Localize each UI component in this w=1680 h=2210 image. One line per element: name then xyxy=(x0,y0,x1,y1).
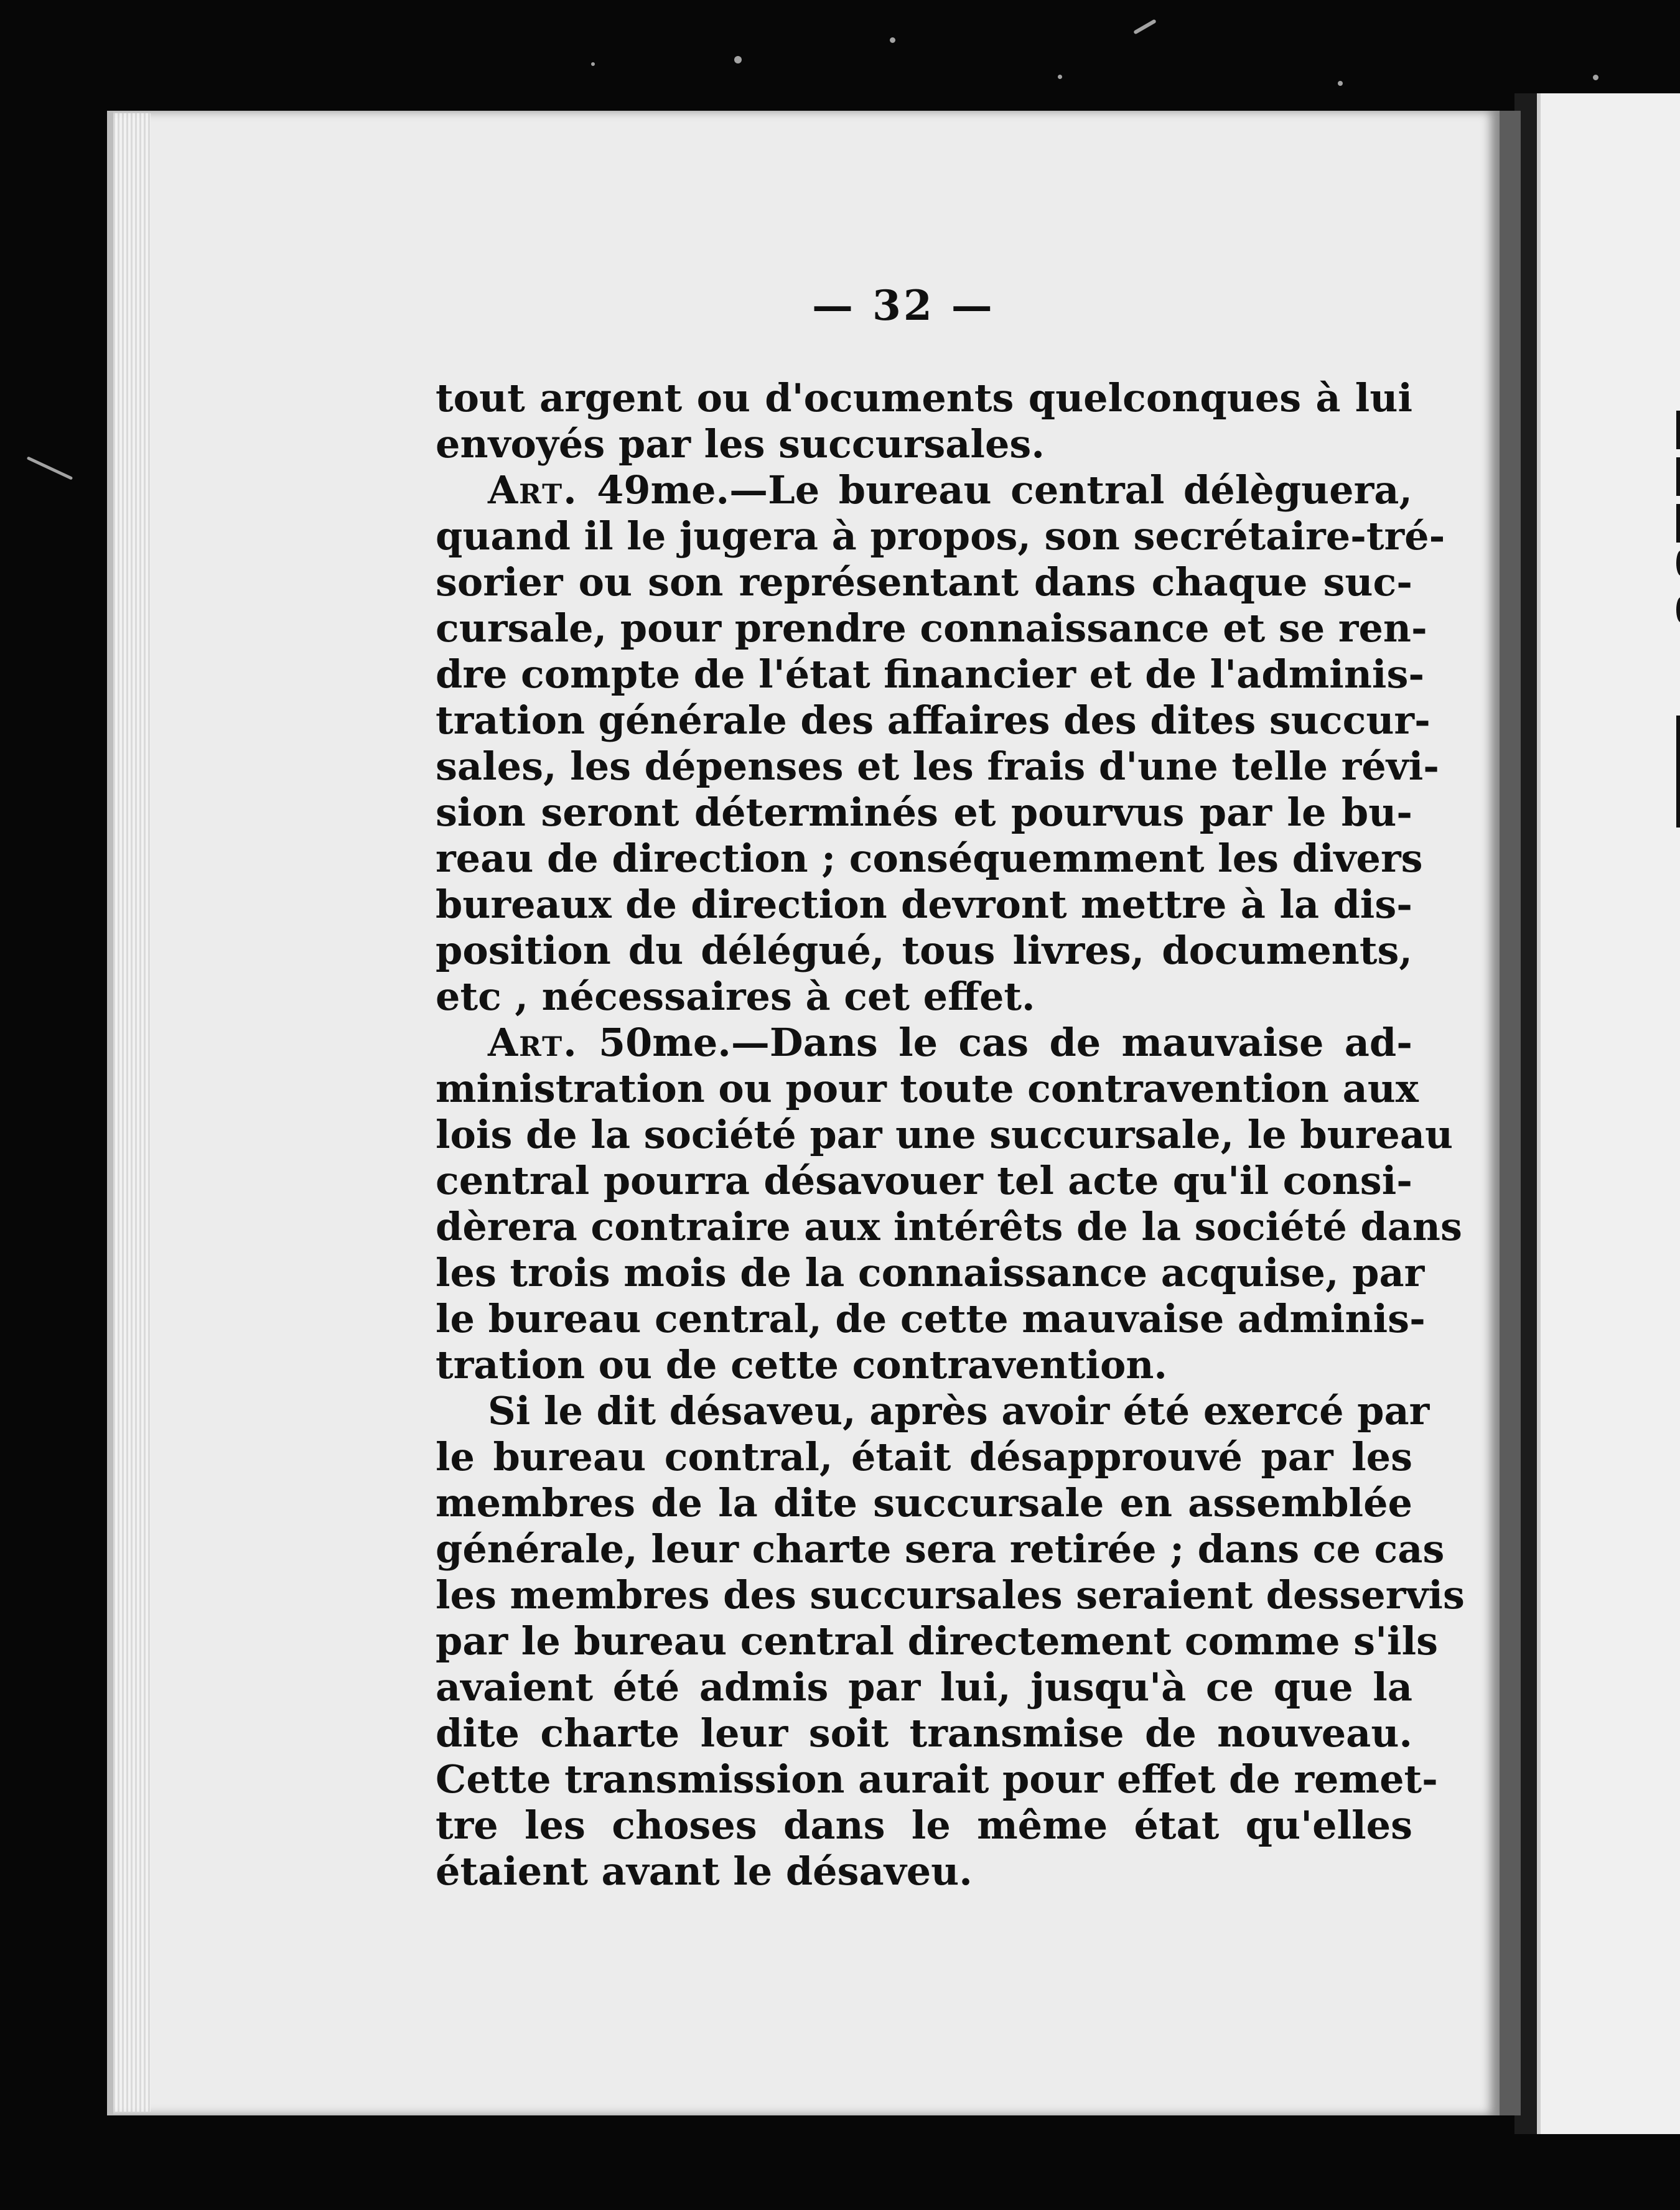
page-body-text xyxy=(436,375,1465,1895)
text-line: position du délégué, tous livres, documents, xyxy=(436,928,1412,973)
dust-speck xyxy=(27,456,73,480)
text-line: le bureau contral, était désapprouvé par les xyxy=(436,1434,1412,1480)
article-label: Art. xyxy=(488,1020,578,1065)
text-line: le bureau central, de cette mauvaise adminis- xyxy=(436,1296,1426,1341)
text-line: les membres des succursales seraient desservis xyxy=(436,1572,1465,1618)
text-line: Le bureau central délèguera, xyxy=(768,467,1413,513)
page-stack-edge xyxy=(113,113,151,2112)
text-line: Si le dit désaveu, après avoir été exercé par xyxy=(488,1388,1430,1434)
text-line: etc , nécessaires à cet effet. xyxy=(436,974,1035,1019)
page-number: — 32 — xyxy=(812,281,995,330)
dust-speck xyxy=(1338,81,1343,86)
text-line: bureaux de direction devront mettre à la dis- xyxy=(436,882,1412,927)
text-line: ministration ou pour toute contravention aux xyxy=(436,1066,1419,1111)
text-line: dite charte leur soit transmise de nouveau. xyxy=(436,1710,1412,1756)
text-line: tre les choses dans le même état qu'elles xyxy=(436,1802,1412,1848)
article-label: Art. xyxy=(488,467,578,513)
facing-page-text-fragment xyxy=(1676,411,1680,449)
dust-speck xyxy=(1133,19,1157,34)
dust-speck xyxy=(1058,75,1062,79)
text-line: membres de la dite succursale en assemblée xyxy=(436,1480,1412,1526)
text-line: dèrera contraire aux intérêts de la société dans xyxy=(436,1204,1462,1249)
article-number: 49me.— xyxy=(577,467,768,513)
text-line: Dans le cas de mauvaise ad- xyxy=(769,1020,1413,1065)
facing-page-text-fragment xyxy=(1676,597,1680,622)
text-line: les trois mois de la connaissance acquise, par xyxy=(436,1250,1425,1295)
text-line: cursale, pour prendre connaissance et se ren- xyxy=(436,605,1427,651)
text-line: sorier ou son représentant dans chaque suc- xyxy=(436,559,1412,605)
dust-speck xyxy=(1593,75,1598,80)
article-heading-line xyxy=(436,1020,1412,1066)
facing-page-text-fragment xyxy=(1676,551,1680,576)
text-line: tration générale des affaires des dites succur- xyxy=(436,697,1430,743)
text-line: envoyés par les succursales. xyxy=(436,421,1045,467)
text-line: central pourra désavouer tel acte qu'il consi- xyxy=(436,1158,1412,1203)
text-line: tration ou de cette contravention. xyxy=(436,1342,1168,1387)
facing-page-edge xyxy=(1537,93,1680,2134)
facing-page-text-fragment xyxy=(1676,716,1680,828)
dust-speck xyxy=(734,56,742,63)
text-line: par le bureau central directement comme s'ils xyxy=(436,1618,1439,1664)
facing-page-text-fragment xyxy=(1676,504,1680,543)
text-line: sales, les dépenses et les frais d'une telle révi- xyxy=(436,744,1440,789)
text-line: Cette transmission aurait pour effet de remet- xyxy=(436,1756,1438,1802)
text-line: reau de direction ; conséquemment les divers xyxy=(436,836,1423,881)
dust-speck xyxy=(890,37,895,43)
text-line: lois de la société par une succursale, le bureau xyxy=(436,1112,1454,1157)
text-line: avaient été admis par lui, jusqu'à ce que la xyxy=(436,1664,1412,1710)
article-number: 50me.— xyxy=(577,1020,770,1065)
text-line: étaient avant le désaveu. xyxy=(436,1849,973,1894)
text-line: générale, leur charte sera retirée ; dans ce cas xyxy=(436,1526,1445,1572)
text-line: tout argent ou d'ocuments quelconques à lui xyxy=(436,375,1412,421)
facing-page-text-fragment xyxy=(1676,457,1680,496)
dust-speck xyxy=(591,62,595,66)
article-heading-line xyxy=(436,467,1412,513)
text-line: sion seront déterminés et pourvus par le bu- xyxy=(436,790,1412,835)
text-line: dre compte de l'état financier et de l'adminis- xyxy=(436,651,1425,697)
text-line: quand il le jugera à propos, son secrétaire-tré- xyxy=(436,513,1445,559)
